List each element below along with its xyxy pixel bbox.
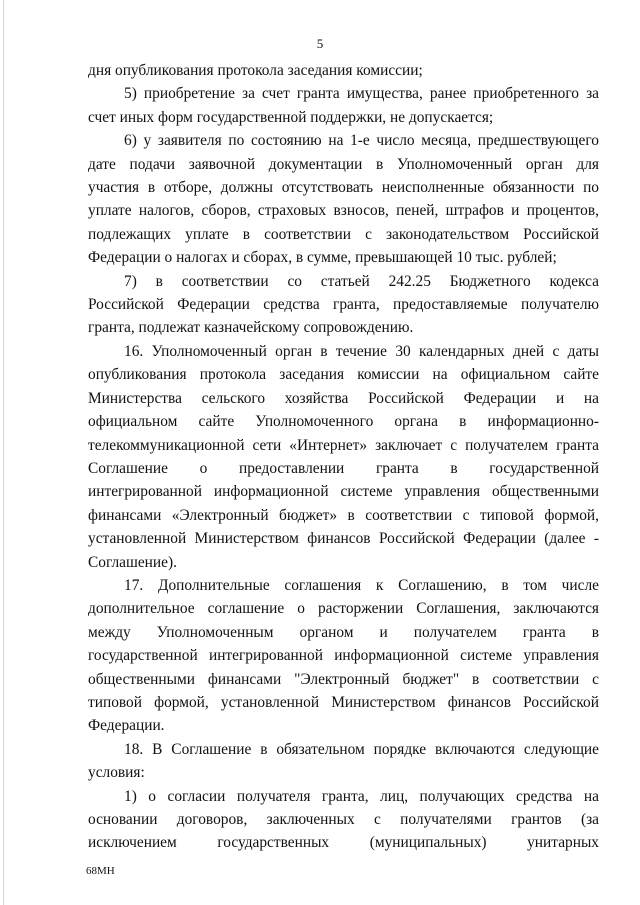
text-line: уплате налогов, сборов, страховых взносов, пеней, штрафов и процентов, bbox=[88, 202, 599, 220]
text-line: 1) о согласии получателя гранта, лиц, получающих средства на bbox=[124, 787, 599, 805]
page-number: 5 bbox=[316, 36, 324, 51]
text-line: исключением государственных (муниципальных) унитарных bbox=[88, 834, 599, 852]
text-line: 17. Дополнительные соглашения к Соглашению, в том числе bbox=[124, 576, 599, 594]
text-line: дате подачи заявочной документации в Уполномоченный орган для bbox=[88, 155, 599, 173]
text-line: основании договоров, заключенных с получателями грантов (за bbox=[88, 811, 599, 828]
text-line: 5) приобретение за счет гранта имущества, ранее приобретенного за bbox=[124, 85, 599, 103]
text-line: 18. В Соглашение в обязательном порядке включаются следующие bbox=[124, 740, 599, 758]
text-line: Соглашение). bbox=[88, 553, 177, 571]
text-line: между Уполномоченным органом и получателем гранта в bbox=[88, 623, 599, 641]
paragraph-section-16 bbox=[88, 340, 599, 574]
paragraph-section-18 bbox=[88, 738, 599, 785]
paragraph-item-7 bbox=[88, 270, 599, 340]
text-line: подлежащих уплате в соответствии с законодательством Российской bbox=[88, 225, 599, 243]
paragraph-item-5 bbox=[88, 82, 599, 129]
text-line: Российской Федерации средства гранта, предоставляемые получателю bbox=[88, 296, 599, 314]
text-line: государственной интегрированной информационной системе управления bbox=[88, 647, 599, 665]
text-line: условия: bbox=[88, 764, 145, 782]
text-line: финансами «Электронный бюджет» в соответствии с типовой формой, bbox=[88, 506, 599, 524]
text-line: гранта, подлежат казначейскому сопровождению. bbox=[88, 319, 414, 337]
text-line: 6) у заявителя по состоянию на 1-е число месяца, предшествующего bbox=[124, 132, 599, 150]
footer-document-code: 68МН bbox=[86, 865, 115, 877]
text-line: счет иных форм государственной поддержки, не допускается; bbox=[88, 108, 494, 126]
text-line: 16. Уполномоченный орган в течение 30 календарных дней с даты bbox=[124, 342, 599, 360]
text-line: дня опубликования протокола заседания комиссии; bbox=[88, 62, 423, 79]
paragraph-continuation bbox=[88, 59, 599, 82]
scan-edge-line bbox=[3, 0, 4, 905]
text-line: Федерации о налогах и сборах, в сумме, превышающей 10 тыс. рублей; bbox=[88, 249, 557, 267]
document-body bbox=[88, 59, 599, 855]
text-line: опубликования протокола заседания комиссии на официальном сайте bbox=[88, 366, 599, 384]
paragraph-subitem-1 bbox=[88, 785, 599, 855]
text-line: установленной Министерством финансов Российской Федерации (далее - bbox=[88, 530, 599, 548]
paragraph-item-6 bbox=[88, 129, 599, 269]
text-line: 7) в соответствии со статьей 242.25 Бюджетного кодекса bbox=[124, 272, 599, 290]
paragraph-section-17 bbox=[88, 574, 599, 738]
text-line: Федерации. bbox=[88, 717, 165, 735]
text-line: Соглашение о предоставлении гранта в государственной bbox=[88, 459, 599, 477]
text-line: общественными финансами "Электронный бюджет" в соответствии с bbox=[88, 670, 599, 688]
text-line: телекоммуникационной сети «Интернет» заключает с получателем гранта bbox=[88, 436, 599, 454]
text-line: типовой формой, установленной Министерством финансов Российской bbox=[88, 693, 599, 711]
text-line: участия в отборе, должны отсутствовать неисполненные обязанности по bbox=[88, 179, 599, 197]
text-line: официальном сайте Уполномоченного органа в информационно- bbox=[88, 413, 599, 431]
text-line: Министерства сельского хозяйства Российской Федерации и на bbox=[88, 389, 599, 407]
text-line: интегрированной информационной системе управления общественными bbox=[88, 483, 599, 501]
text-line: дополнительное соглашение о расторжении Соглашения, заключаются bbox=[88, 600, 599, 618]
